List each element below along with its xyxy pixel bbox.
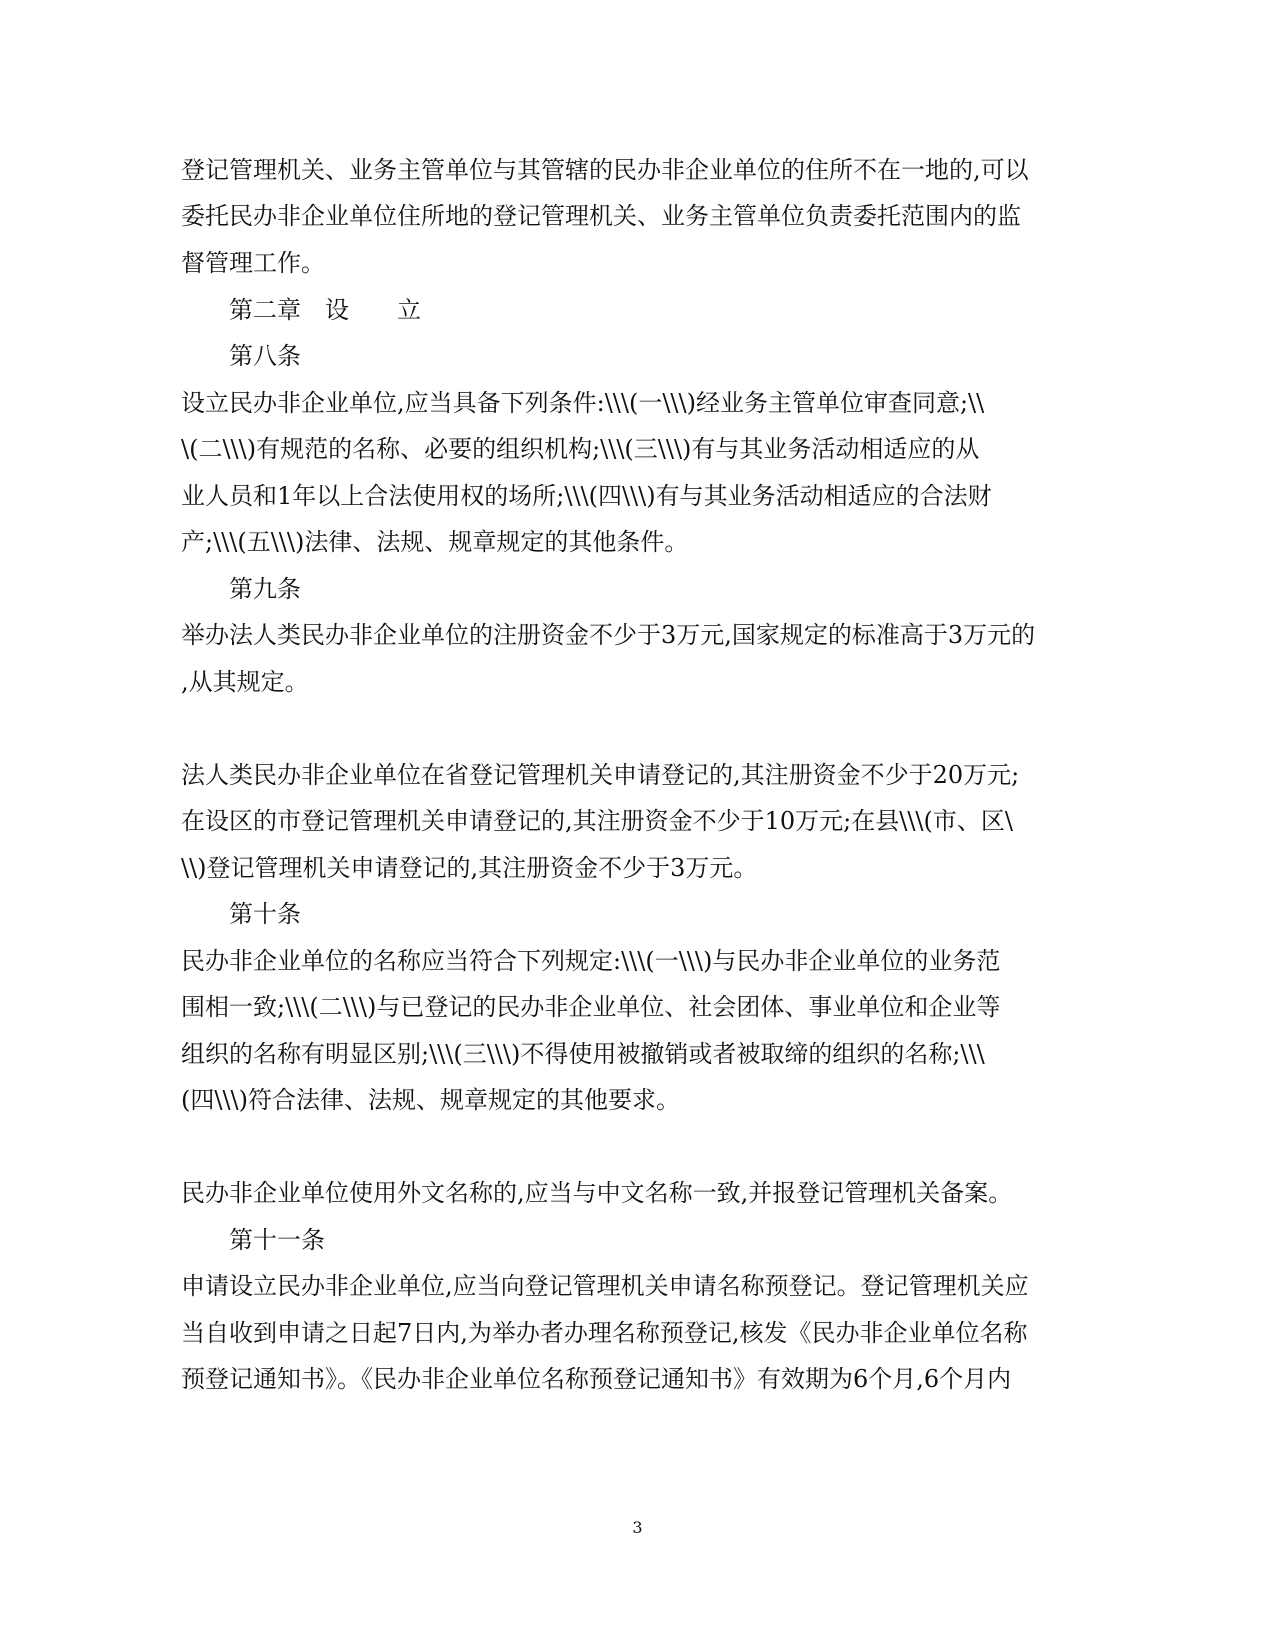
- article-heading: 第八条: [229, 342, 301, 370]
- body-text-line: 委托民办非企业单位住所地的登记管理机关、业务主管单位负责委托范围内的监: [181, 202, 1021, 230]
- body-text-line: 在设区的市登记管理机关申请登记的,其注册资金不少于10万元;在县\\\(市、区\: [181, 807, 1013, 835]
- body-text-line: (四\\\)符合法律、法规、规章规定的其他要求。: [181, 1086, 680, 1114]
- body-text-line: 民办非企业单位使用外文名称的,应当与中文名称一致,并报登记管理机关备案。: [181, 1179, 1013, 1207]
- article-heading: 第十一条: [229, 1226, 325, 1254]
- body-text-line: 产;\\\(五\\\)法律、法规、规章规定的其他条件。: [181, 528, 689, 556]
- body-text-line: 举办法人类民办非企业单位的注册资金不少于3万元,国家规定的标准高于3万元的: [181, 621, 1036, 649]
- body-text-line: 当自收到申请之日起7日内,为举办者办理名称预登记,核发《民办非企业单位名称: [181, 1319, 1028, 1347]
- body-text-line: 督管理工作。: [181, 249, 325, 277]
- article-heading: 第九条: [229, 575, 301, 603]
- body-text-line: 业人员和1年以上合法使用权的场所;\\\(四\\\)有与其业务活动相适应的合法财: [181, 482, 992, 510]
- article-heading: 第十条: [229, 900, 301, 928]
- body-text-line: 登记管理机关、业务主管单位与其管辖的民办非企业单位的住所不在一地的,可以: [181, 156, 1029, 184]
- chapter-heading: 第二章 设 立: [229, 296, 421, 324]
- body-text-line: 预登记通知书》。《民办非企业单位名称预登记通知书》有效期为6个月,6个月内: [181, 1365, 1012, 1393]
- body-text-line: 法人类民办非企业单位在省登记管理机关申请登记的,其注册资金不少于20万元;: [181, 761, 1020, 789]
- body-text-line: 申请设立民办非企业单位,应当向登记管理机关申请名称预登记。登记管理机关应: [181, 1272, 1029, 1300]
- body-text-line: 围相一致;\\\(二\\\)与已登记的民办非企业单位、社会团体、事业单位和企业等: [181, 993, 1001, 1021]
- body-text-line: ,从其规定。: [181, 668, 309, 696]
- page-number: 3: [632, 1518, 643, 1537]
- body-text-line: 设立民办非企业单位,应当具备下列条件:\\\(一\\\)经业务主管单位审查同意;\\: [181, 389, 985, 417]
- body-text-line: 民办非企业单位的名称应当符合下列规定:\\\(一\\\)与民办非企业单位的业务范: [181, 947, 1001, 975]
- body-text-line: \(二\\\)有规范的名称、必要的组织机构;\\\(三\\\)有与其业务活动相适应的从: [181, 435, 980, 463]
- body-text-line: \\)登记管理机关申请登记的,其注册资金不少于3万元。: [181, 854, 758, 882]
- body-text-line: 组织的名称有明显区别;\\\(三\\\)不得使用被撤销或者被取缔的组织的名称;\\\: [181, 1040, 985, 1068]
